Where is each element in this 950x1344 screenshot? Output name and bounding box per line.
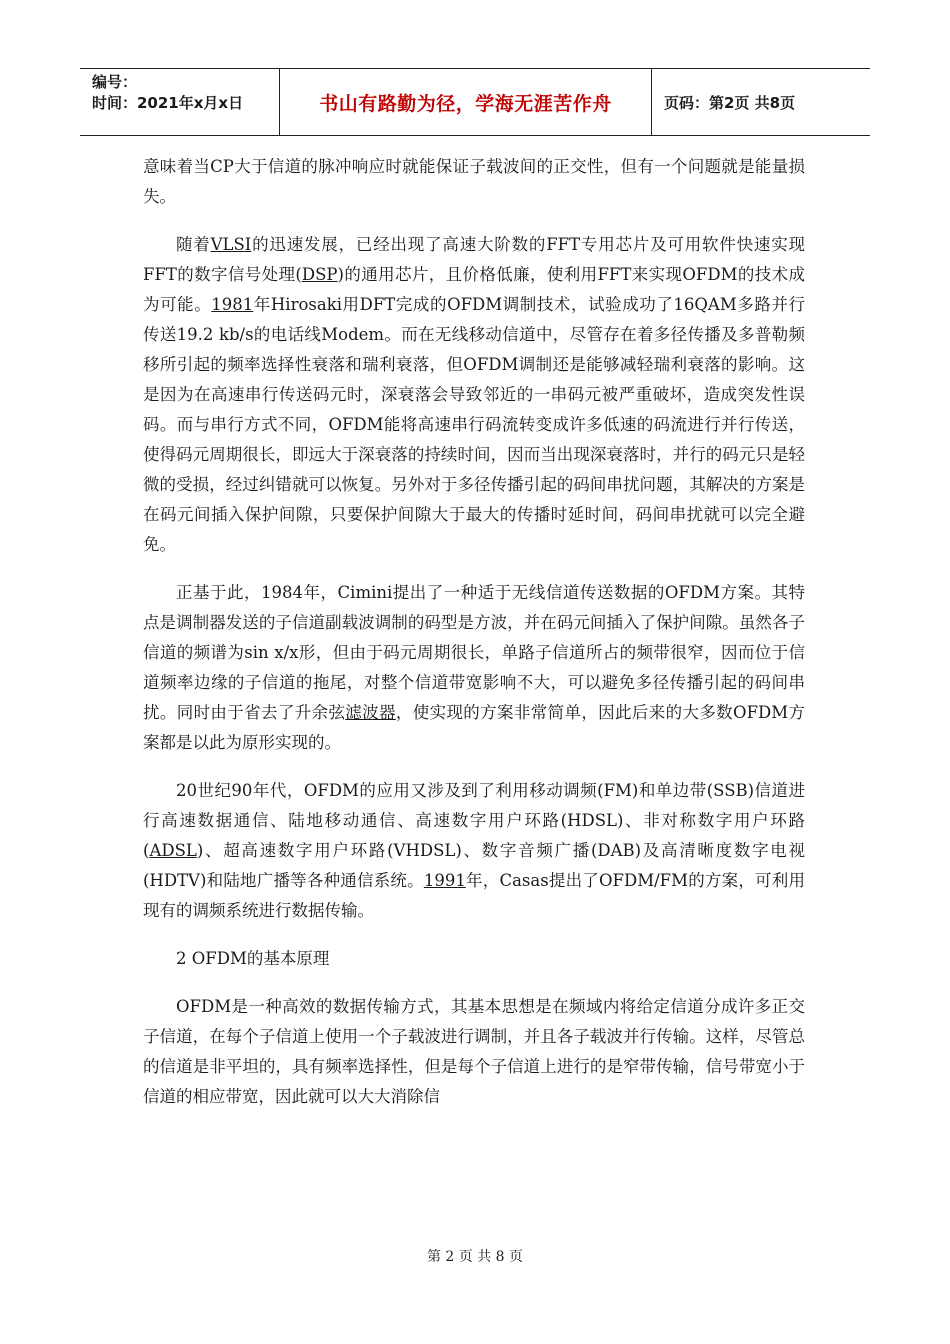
header-motto: 书山有路勤为径，学海无涯苦作舟 [280,69,652,135]
link-1981[interactable]: 1981 [211,295,254,314]
paragraph-text: 随着 [176,235,211,254]
paragraph-principle [143,992,805,1112]
paragraph-1990s [143,776,805,926]
paragraph-text: )、超高速数字用户环路(VHDSL)、数字音频广播(DAB)及高清晰度数字电视(HDTV)和陆地广播等各种通信系统。 [143,841,805,890]
paragraph-text: 的迅速发展，已经出现了高速大阶数的FFT专用芯片及可用软件快速实现FFT的数字信号处理( [143,235,806,284]
header-meta [80,69,280,135]
header-page-info: 页码：第2页 共8页 [664,93,796,112]
paragraph-text: 意味着当CP大于信道的脉冲响应时就能保证子载波间的正交性，但有一个问题就是能量损失。 [143,157,805,206]
link-vlsi[interactable]: VLSI [210,235,252,254]
link-adsl[interactable]: ADSL [149,841,197,860]
header-number-label: 编号： [92,73,138,91]
paragraph-text: )的通用芯片，且价格低廉，使利用FFT来实现OFDM的技术成为可能。 [143,265,805,314]
paragraph-text: 正基于此，1984年，Cimini提出了一种适于无线信道传送数据的OFDM方案。其特点是调制器发送的子信道副载波调制的码型是方波，并在码元间插入了保护间隙。虽然各子信道的频谱为sin x/x形，但由于码元周期很长，单路子信道所占的频带很窄，因而位于信道频率边缘的子信道的拖尾，对整个信道带宽影响不大，可以避免多径传播引起的码间串扰。同时由于省去了升余弦 [143,583,805,722]
paragraph-cimini [143,578,805,758]
link-1991[interactable]: 1991 [423,871,466,890]
section-heading: 2 OFDM的基本原理 [176,949,330,968]
page-footer: 第 2 页 共 8 页 [426,1249,524,1265]
paragraph-text: ，使实现的方案非常简单，因此后来的大多数OFDM方案都是以此为原形实现的。 [143,703,805,752]
document-body [143,152,805,1130]
paragraph-vlsi [143,230,805,560]
link-dsp[interactable]: DSP [301,265,338,284]
paragraph-text: OFDM是一种高效的数据传输方式，其基本思想是在频域内将给定信道分成许多正交子信道，在每个子信道上使用一个子载波进行调制，并且各子载波并行传输。这样，尽管总的信道是非平坦的，具有频率选择性，但是每个子信道上进行的是窄带传输，信号带宽小于信道的相应带宽，因此就可以大大消除信 [143,997,805,1106]
header-time-label: 时间：2021年x月x日 [92,94,244,112]
paragraph-text: 年，Casas提出了OFDM/FM的方案，可利用现有的调频系统进行数据传输。 [143,871,805,920]
paragraph-text: 年Hirosaki用DFT完成的OFDM调制技术，试验成功了16QAM多路并行传送19.2 kb/s的电话线Modem。而在无线移动信道中，尽管存在着多径传播及多普勒频移所引起的频率选择性衰落和瑞利衰落，但OFDM调制还是能够减轻瑞利衰落的影响。这是因为在高速串行传送码元时，深衰落会导致邻近的一串码元被严重破坏，造成突发性误码。而与串行方式不同，OFDM能将高速串行码流转变成许多低速的码流进行并行传送，使得码元周期很长，即远大于深衰落的持续时间，因而当出现深衰落时，并行的码元只是轻微的受损，经过纠错就可以恢复。另外对于多径传播引起的码间串扰问题，其解决的方案是在码元间插入保护间隙，只要保护间隙大于最大的传播时延时间，码间串扰就可以完全避免。 [143,295,806,554]
page-header [80,68,870,136]
paragraph-text: 20世纪90年代，OFDM的应用又涉及到了利用移动调频(FM)和单边带(SSB)信道进行高速数据通信、陆地移动通信、高速数字用户环路(HDSL)、非对称数字用户环路( [143,781,805,860]
paragraph-continuation [143,152,805,212]
link-filter[interactable]: 滤波器 [345,703,396,722]
